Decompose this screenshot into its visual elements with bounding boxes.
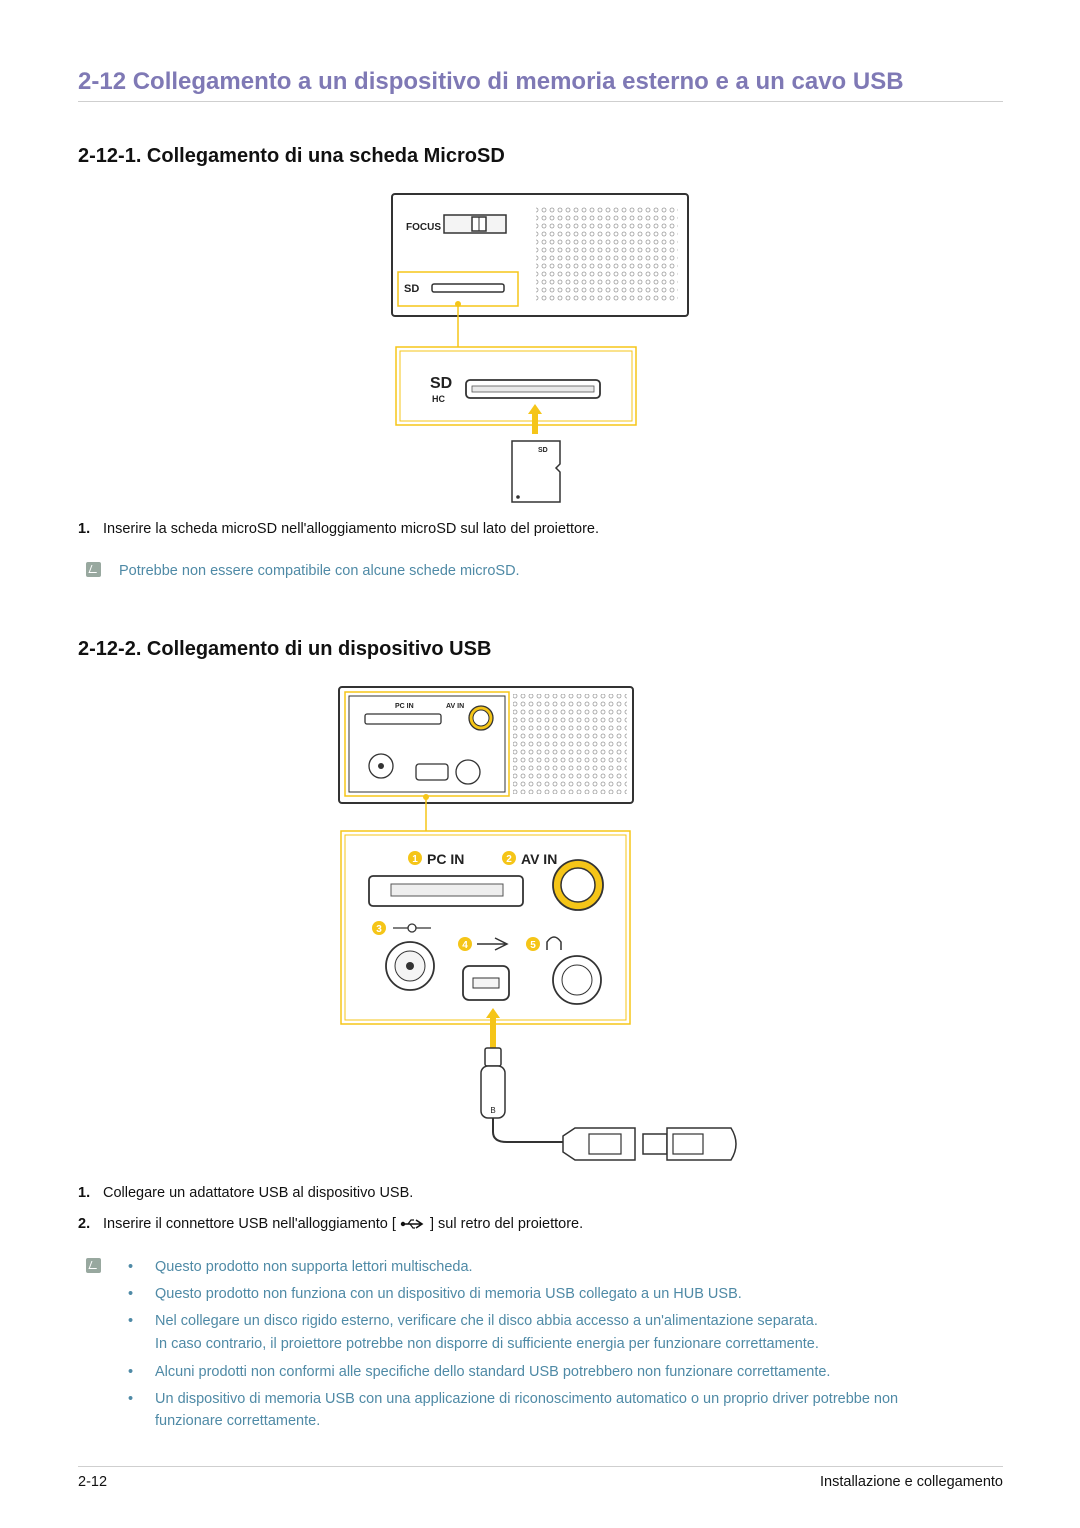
section-title-microsd: 2-12-1. Collegamento di una scheda MicroSD (78, 145, 505, 167)
plug-b-label: B (490, 1106, 496, 1115)
callout-4: 4 (462, 940, 468, 951)
usb-note-4: • Alcuni prodotti non conformi alle specifiche dello standard USB potrebbero non funzionare correttamente. (128, 1364, 831, 1380)
footer-page-number: 2-12 (78, 1474, 108, 1490)
footer-section-name: Installazione e collegamento (820, 1474, 1003, 1490)
focus-label: FOCUS (406, 222, 441, 233)
callout-5: 5 (530, 940, 536, 951)
microsd-figure (388, 190, 692, 508)
usb-note-3: • Nel collegare un disco rigido esterno, verificare che il disco abbia accesso a un'alimentazione separata. (128, 1313, 818, 1329)
usb-note-5: • Un dispositivo di memoria USB con una applicazione di riconoscimento automatico o un proprio driver potrebbe non (128, 1391, 899, 1407)
footer-divider (78, 1466, 1003, 1467)
large-av-in-label: AV IN (521, 851, 558, 867)
callout-2: 2 (506, 854, 512, 865)
note-icon (86, 562, 101, 577)
usb-figure (335, 684, 747, 1164)
large-pc-in-label: PC IN (427, 851, 465, 867)
callout-3: 3 (376, 924, 382, 935)
usb-note-5-cont: funzionare correttamente. (155, 1413, 321, 1429)
usb-note-3-cont: In caso contrario, il proiettore potrebbe non disporre di sufficiente energia per funzionare correttamente. (155, 1336, 819, 1352)
svg-text:SD: SD (404, 283, 420, 295)
usb-note-2: • Questo prodotto non funziona con un dispositivo di memoria USB collegato a un HUB USB. (128, 1286, 742, 1302)
small-pc-in-label: PC IN (395, 703, 414, 710)
microsd-step-1: 1. Inserire la scheda microSD nell'alloggiamento microSD sul lato del proiettore. (78, 521, 599, 537)
usb-icon (400, 1217, 426, 1231)
svg-text:SD: SD (430, 375, 453, 392)
small-av-in-label: AV IN (446, 703, 465, 710)
usb-step-1: 1. Collegare un adattatore USB al dispositivo USB. (78, 1185, 414, 1201)
section-title-usb: 2-12-2. Collegamento di un dispositivo USB (78, 638, 492, 660)
callout-1: 1 (412, 854, 418, 865)
heading-divider (78, 101, 1003, 102)
note-icon (86, 1258, 101, 1273)
usb-step-2: 2. Inserire il connettore USB nell'alloggiamento [ ] sul retro del proiettore. (78, 1216, 584, 1232)
microsd-note: Potrebbe non essere compatibile con alcune schede microSD. (119, 563, 520, 579)
svg-text:SD: SD (538, 447, 548, 454)
usb-note-1: • Questo prodotto non supporta lettori multischeda. (128, 1259, 473, 1275)
svg-text:HC: HC (432, 394, 445, 404)
page-heading: 2-12 Collegamento a un dispositivo di memoria esterno e a un cavo USB (78, 68, 904, 95)
